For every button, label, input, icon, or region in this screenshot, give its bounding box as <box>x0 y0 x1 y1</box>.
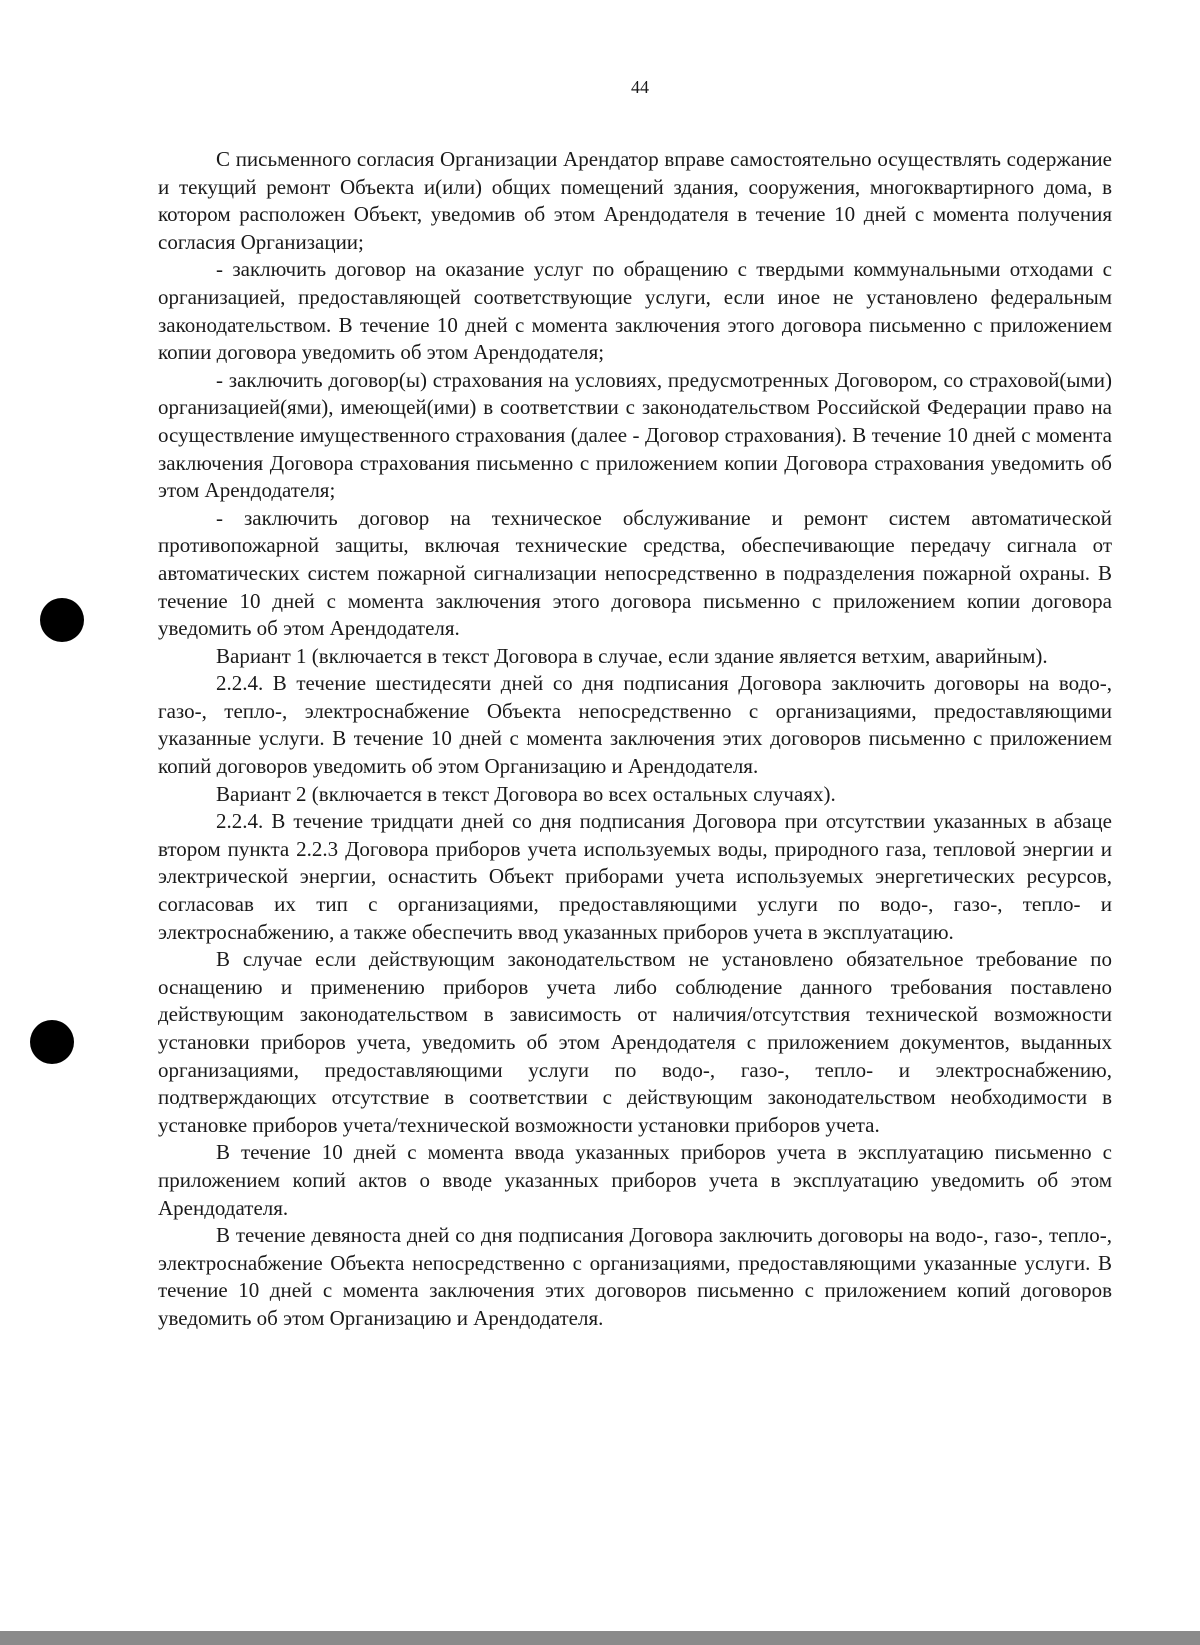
punch-hole-mark <box>40 598 84 642</box>
paragraph: Вариант 1 (включается в текст Договора в случае, если здание является ветхим, аварийным). <box>216 643 1048 668</box>
paragraph: 2.2.4. В течение шестидесяти дней со дня подписания Договора заключить договоры на водо-, газо-, тепло-, электроснабжение Объекта непосредственно с организациями, предоставляющими указанные услуги. В течение 10 дней с момента заключения этих договоров письменно с приложением копий договоров уведомить об этом Организацию и Арендодателя. <box>158 671 1112 779</box>
paragraph: Вариант 2 (включается в текст Договора во всех остальных случаях). <box>216 781 836 806</box>
scan-bottom-edge <box>0 1631 1200 1645</box>
paragraph: В течение 10 дней с момента ввода указанных приборов учета в эксплуатацию письменно с приложением копий актов о вводе указанных приборов учета в эксплуатацию уведомить об этом Арендодателя. <box>158 1140 1112 1220</box>
paragraph: - заключить договор на оказание услуг по обращению с твердыми коммунальными отходами с организацией, предоставляющей соответствующие услуги, если иное не установлено федеральным законодательством. В течение 10 дней с момента заключения этого договора письменно с приложением копии договора уведомить об этом Арендодателя; <box>158 257 1112 365</box>
punch-hole-mark <box>30 1020 74 1064</box>
paragraph: В течение девяноста дней со дня подписания Договора заключить договоры на водо-, газо-, тепло-, электроснабжение Объекта непосредственно с организациями, предоставляющими указанные услуги. В течение 10 дней с момента заключения этих договоров письменно с приложением копий договоров уведомить об этом Организацию и Арендодателя. <box>158 1223 1112 1330</box>
paragraph: С письменного согласия Организации Арендатор вправе самостоятельно осуществлять содержание и текущий ремонт Объекта и(или) общих помещений здания, сооружения, многоквартирного дома, в котором расположен Объект, уведомив об этом Арендодателя в течение 10 дней с момента получения согласия Организации; <box>158 147 1112 254</box>
page-number: 44 <box>631 77 649 97</box>
paragraph: 2.2.4. В течение тридцати дней со дня подписания Договора при отсутствии указанных в абзаце втором пункта 2.2.3 Договора приборов учета используемых воды, природного газа, тепловой энергии и электрической энергии, оснастить Объект приборами учета используемых энергетических ресурсов, согласовав их тип с организациями, предоставляющими услуги по водо-, газо-, тепло- и электроснабжению, а также обеспечить ввод указанных приборов учета в эксплуатацию. <box>158 809 1112 944</box>
paragraph: В случае если действующим законодательством не установлено обязательное требование по оснащению и применению приборов учета либо соблюдение данного требования поставлено действующим законодательством в зависимость от наличия/отсутствия технической возможности установки приборов учета, уведомить об этом Арендодателя с приложением документов, выданных организациями, предоставляющими услуги по водо-, газо-, тепло- и электроснабжению, подтверждающих отсутствие в соответствии с действующим законодательством необходимости в установке приборов учета/технической возможности установки приборов учета. <box>158 947 1112 1137</box>
paragraph: - заключить договор(ы) страхования на условиях, предусмотренных Договором, со страховой(ыми) организацией(ями), имеющей(ими) в соответствии с законодательством Российской Федерации право на осуществление имущественного страхования (далее - Договор страхования). В течение 10 дней с момента заключения Договора страхования письменно с приложением копии Договора страхования уведомить об этом Арендодателя; <box>158 367 1112 503</box>
paragraph: - заключить договор на техническое обслуживание и ремонт систем автоматической противопожарной защиты, включая технические средства, обеспечивающие передачу сигнала от автоматических систем пожарной сигнализации непосредственно в подразделения пожарной охраны. В течение 10 дней с момента заключения этого договора письменно с приложением копии договора уведомить об этом Арендодателя. <box>158 505 1112 641</box>
document-body <box>158 146 1112 1333</box>
